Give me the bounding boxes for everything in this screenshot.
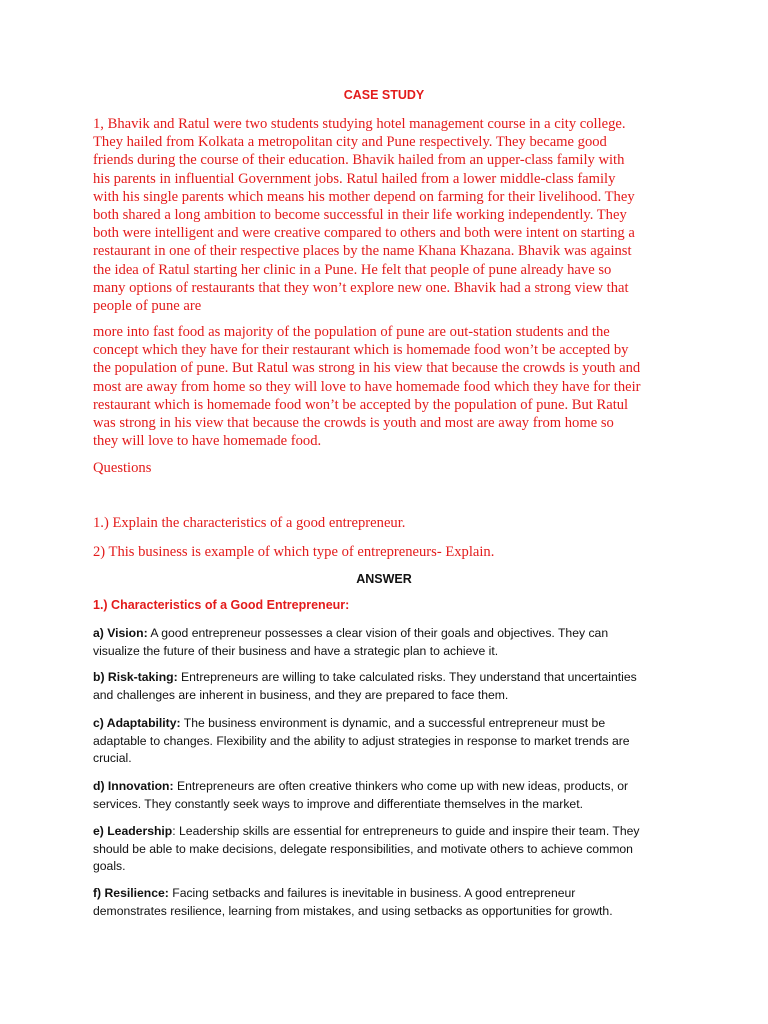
characteristic-text: demonstrates resilience, learning from mistakes, and using setbacks as opportunities for growth. [93,903,613,918]
paragraph-line: 1, Bhavik and Ratul were two students studying hotel management course in a city college. [93,116,626,132]
characteristic-text: goals. [93,859,126,873]
paragraph-line: restaurant in one of their respective places by the name Khana Khazana. Bhavik was against [93,243,632,260]
paragraph-line: people of pune are [93,298,202,315]
characteristic-risk-taking [93,669,673,704]
characteristic-label: a) Vision: [93,626,148,640]
paragraph-line: was strong in his view that because the crowds is youth and most are away from home so [93,415,614,432]
paragraph-line: his parents in influential Government jobs. Ratul hailed from a lower middle-class family [93,170,616,187]
characteristic-text: services. They constantly seek ways to improve and differentiate themselves in the market. [93,796,583,811]
characteristic-vision [93,625,673,660]
characteristic-adaptability [93,715,673,768]
characteristic-text: Entrepreneurs are willing to take calculated risks. They understand that uncertainties [177,670,637,684]
characteristic-label: b) Risk-taking: [93,670,178,684]
characteristic-label: d) Innovation: [93,779,174,793]
characteristic-label: f) Resilience: [93,886,169,900]
characteristic-text: visualize the future of their business and have a strategic plan to achieve it. [93,643,499,658]
answer-heading: 1.) Characteristics of a Good Entrepreneur: [93,598,350,612]
paragraph-line: They hailed from Kolkata a metropolitan city and Pune respectively. They became good [93,134,607,151]
characteristic-text: Facing setbacks and failures is inevitable in business. A good entrepreneur [168,886,576,900]
paragraph-line: the population of pune. But Ratul was strong in his view that because the crowds is youth and [93,360,641,377]
paragraph-line: concept which they have for their restaurant which is homemade food won’t be accepted by [93,342,629,359]
case-paragraph-1 [93,115,685,315]
paragraph-line: both shared a long ambition to become successful in their life working independently. They [93,207,627,224]
characteristic-text: adaptable to changes. Flexibility and the ability to adjust strategies in response to market trends are [93,733,630,748]
paragraph-line: they will love to have homemade food. [93,433,322,450]
characteristic-label: e) Leadership [93,824,173,838]
question-1: 1.) Explain the characteristics of a good entrepreneur. [93,515,406,531]
characteristic-text: crucial. [93,751,132,765]
paragraph-line: with his single parents which means his mother depend on farming for their livelihood. They [93,188,635,205]
paragraph-line: restaurant which is homemade food won’t be accepted by the population of pune. But Ratul [93,396,629,413]
characteristic-resilience [93,885,673,920]
paragraph-line: friends during the course of their education. Bhavik hailed from an upper-class family with [93,152,625,169]
paragraph-line: the idea of Ratul starting her clinic in a Pune. He felt that people of pune already have so [93,261,612,278]
characteristic-text: : Leadership skills are essential for entrepreneurs to guide and inspire their team. They [172,824,640,838]
characteristic-text: should be able to make decisions, delegate responsibilities, and motivate others to achieve common [93,841,633,856]
paragraph-line: many options of restaurants that they won’t explore new one. Bhavik had a strong view that [93,279,629,296]
case-study-title: CASE STUDY [343,88,425,102]
question-2: 2) This business is example of which type of entrepreneurs- Explain. [93,544,495,560]
paragraph-line: more into fast food as majority of the population of pune are out-station students and the [93,324,610,340]
characteristic-text: and challenges are inherent in business, and they are prepared to face them. [93,687,509,702]
characteristic-text: The business environment is dynamic, and a successful entrepreneur must be [180,716,606,730]
case-paragraph-2 [93,323,685,450]
answer-title: ANSWER [356,572,412,586]
characteristic-label: c) Adaptability: [93,716,181,730]
characteristic-text: A good entrepreneur possesses a clear vision of their goals and objectives. They can [147,626,609,640]
characteristic-text: Entrepreneurs are often creative thinkers who come up with new ideas, products, or [173,779,629,793]
paragraph-line: both were intelligent and were creative compared to others and both were intent on starting a [93,225,635,242]
questions-label: Questions [93,460,152,476]
paragraph-line: most are away from home so they will love to have homemade food which they have for their [93,378,641,395]
characteristic-leadership [93,823,673,876]
characteristic-innovation [93,778,673,813]
